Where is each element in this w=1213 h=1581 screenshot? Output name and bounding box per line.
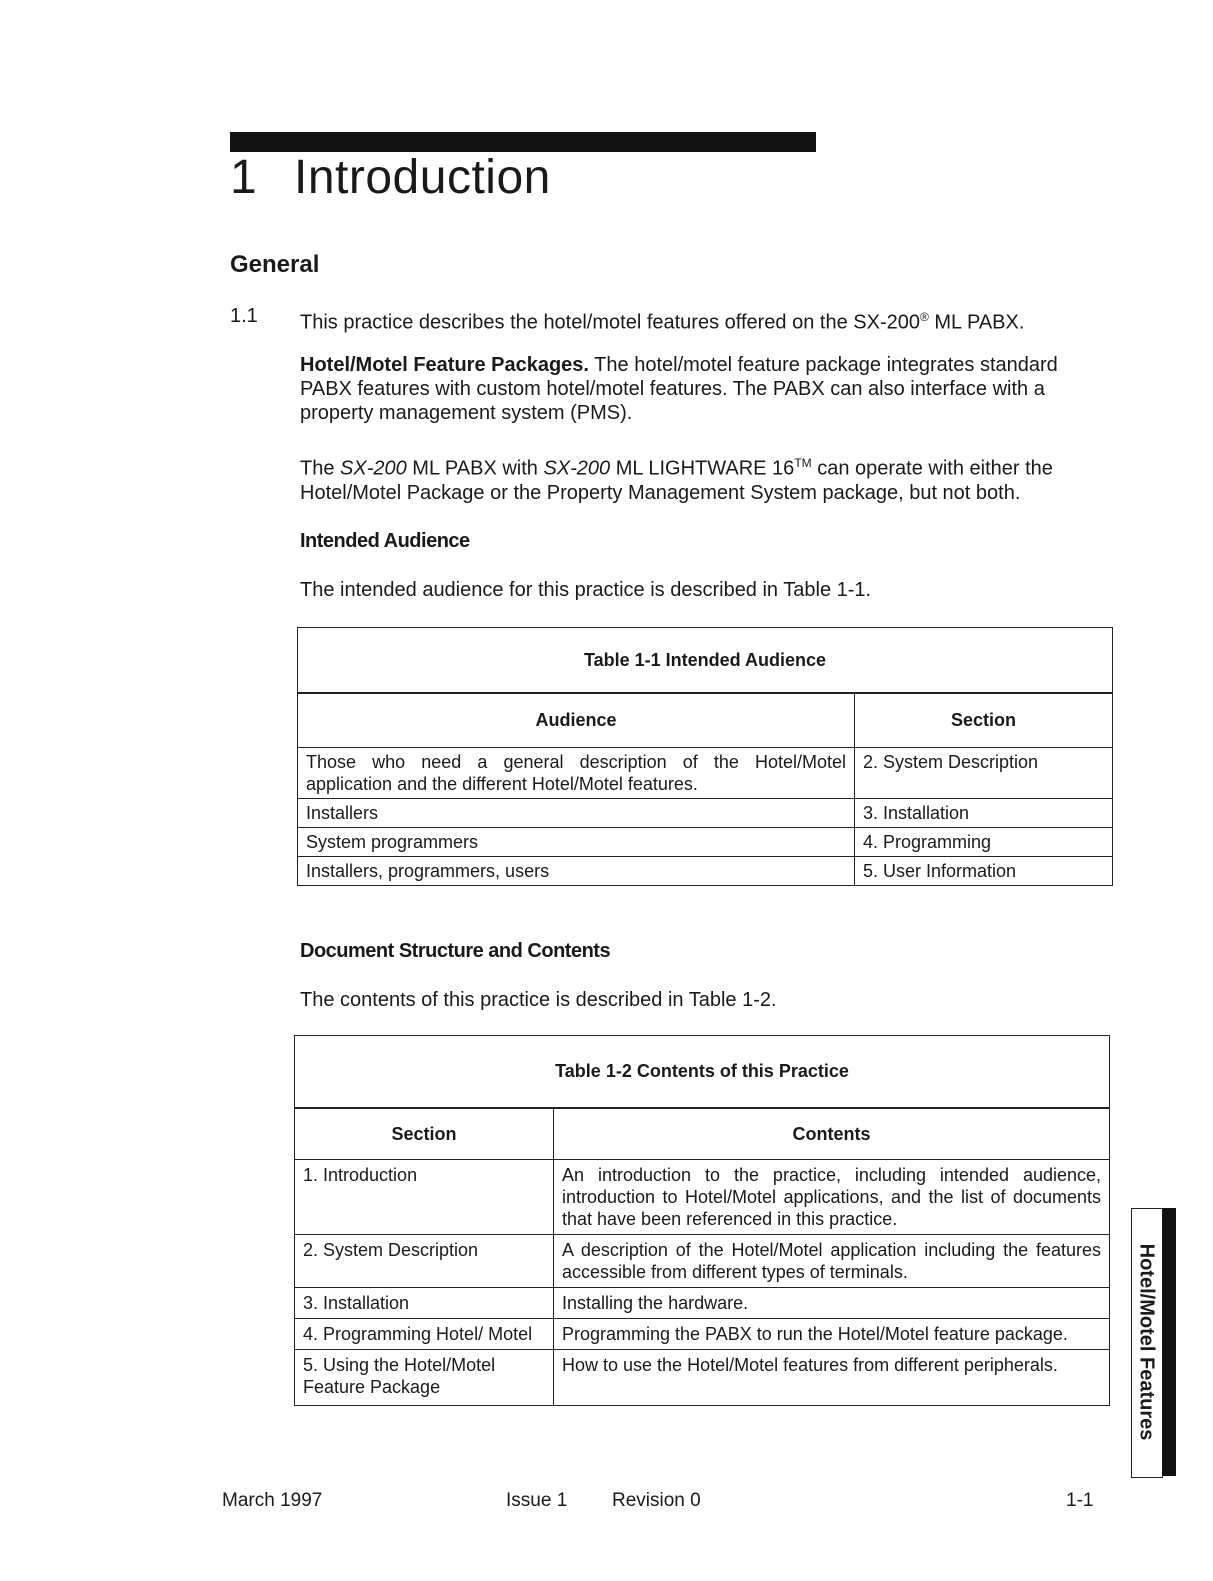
paragraph-3-part-d: can operate with either the Hotel/Motel Package or the Property Management System package, but not both.	[300, 457, 1053, 504]
heading-document-structure: Document Structure and Contents	[300, 940, 611, 962]
table-1-section-cell: 2. System Description	[855, 748, 1113, 799]
document-structure-text: The contents of this practice is described in Table 1-2.	[300, 989, 777, 1011]
table-2-section-cell: 5. Using the Hotel/Motel Feature Package	[295, 1350, 554, 1406]
table-contents	[294, 1035, 1110, 1406]
paragraph-3-part-b: ML PABX with	[406, 457, 544, 480]
paragraph-3-italic-1: SX-200	[340, 457, 407, 480]
table-1-section-cell: 5. User Information	[855, 857, 1113, 886]
table-1-section-cell: 4. Programming	[855, 828, 1113, 857]
heading-intended-audience: Intended Audience	[300, 530, 470, 552]
paragraph-number: 1.1	[230, 305, 258, 327]
table-row	[298, 799, 1113, 828]
table-1-section-cell: 3. Installation	[855, 799, 1113, 828]
paragraph-1-text: This practice describes the hotel/motel features offered on the SX-200	[300, 311, 920, 334]
side-tab-label: Hotel/Motel Features	[1135, 1243, 1158, 1441]
table-row	[295, 1350, 1110, 1406]
table-2-contents-cell: Installing the hardware.	[554, 1288, 1110, 1319]
table-2-contents-cell: How to use the Hotel/Motel features from different peripherals.	[554, 1350, 1110, 1406]
table-2-contents-cell: An introduction to the practice, including intended audience, introduction to Hotel/Motel applications, and the list of documents that have been referenced in this practice.	[554, 1160, 1110, 1235]
table-2-section-cell: 2. System Description	[295, 1235, 554, 1288]
table-2-contents-cell: Programming the PABX to run the Hotel/Motel feature package.	[554, 1319, 1110, 1350]
paragraph-2-lead: Hotel/Motel Feature Packages.	[300, 354, 589, 376]
footer-revision: Revision 0	[612, 1490, 701, 1511]
paragraph-2	[300, 353, 1112, 425]
trademark-mark: TM	[794, 456, 812, 470]
table-2-header-section: Section	[295, 1108, 554, 1160]
table-2-section-cell: 3. Installation	[295, 1288, 554, 1319]
table-row	[295, 1160, 1110, 1235]
footer-issue: Issue 1	[506, 1490, 568, 1511]
paragraph-3-part-c: ML LIGHTWARE 16	[610, 457, 795, 480]
paragraph-1	[300, 305, 1112, 335]
table-2-section-cell: 1. Introduction	[295, 1160, 554, 1235]
table-1-header-section: Section	[855, 693, 1113, 748]
table-2-caption: Table 1-2 Contents of this Practice	[295, 1036, 1110, 1108]
registered-mark: ®	[919, 310, 929, 324]
table-1-audience-cell: Those who need a general description of the Hotel/Motel application and the different Hotel/Motel features.	[298, 748, 855, 799]
table-row	[298, 748, 1113, 799]
paragraph-3	[300, 451, 1112, 505]
table-2-contents-cell: A description of the Hotel/Motel application including the features accessible from different types of terminals.	[554, 1235, 1110, 1288]
table-1-caption: Table 1-1 Intended Audience	[298, 628, 1113, 693]
table-row	[295, 1288, 1110, 1319]
chapter-title	[230, 150, 551, 205]
side-tab-bar	[1162, 1208, 1176, 1476]
table-2-section-cell: 4. Programming Hotel/ Motel	[295, 1319, 554, 1350]
intended-audience-text: The intended audience for this practice is described in Table 1-1.	[300, 579, 872, 601]
chapter-number: 1	[230, 151, 258, 204]
table-2-header-contents: Contents	[554, 1108, 1110, 1160]
table-1-header-audience: Audience	[298, 693, 855, 748]
table-row	[295, 1319, 1110, 1350]
footer-page-number: 1-1	[1066, 1490, 1094, 1511]
table-1-audience-cell: System programmers	[298, 828, 855, 857]
paragraph-1-tail: ML PABX.	[928, 311, 1025, 334]
table-row	[298, 857, 1113, 886]
chapter-rule	[230, 132, 816, 152]
footer-date: March 1997	[222, 1490, 323, 1511]
section-heading-general: General	[230, 251, 320, 278]
paragraph-2-text: The hotel/motel feature package integrates standard PABX features with custom hotel/motel features. The PABX can also interface with a property management system (PMS).	[300, 354, 1058, 424]
table-1-audience-cell: Installers, programmers, users	[298, 857, 855, 886]
table-row	[298, 828, 1113, 857]
paragraph-3-italic-2: SX-200	[543, 457, 611, 480]
table-intended-audience	[297, 627, 1113, 886]
table-row	[295, 1235, 1110, 1288]
paragraph-3-part-a: The	[300, 457, 341, 480]
chapter-title-text: Introduction	[294, 151, 551, 204]
table-1-audience-cell: Installers	[298, 799, 855, 828]
